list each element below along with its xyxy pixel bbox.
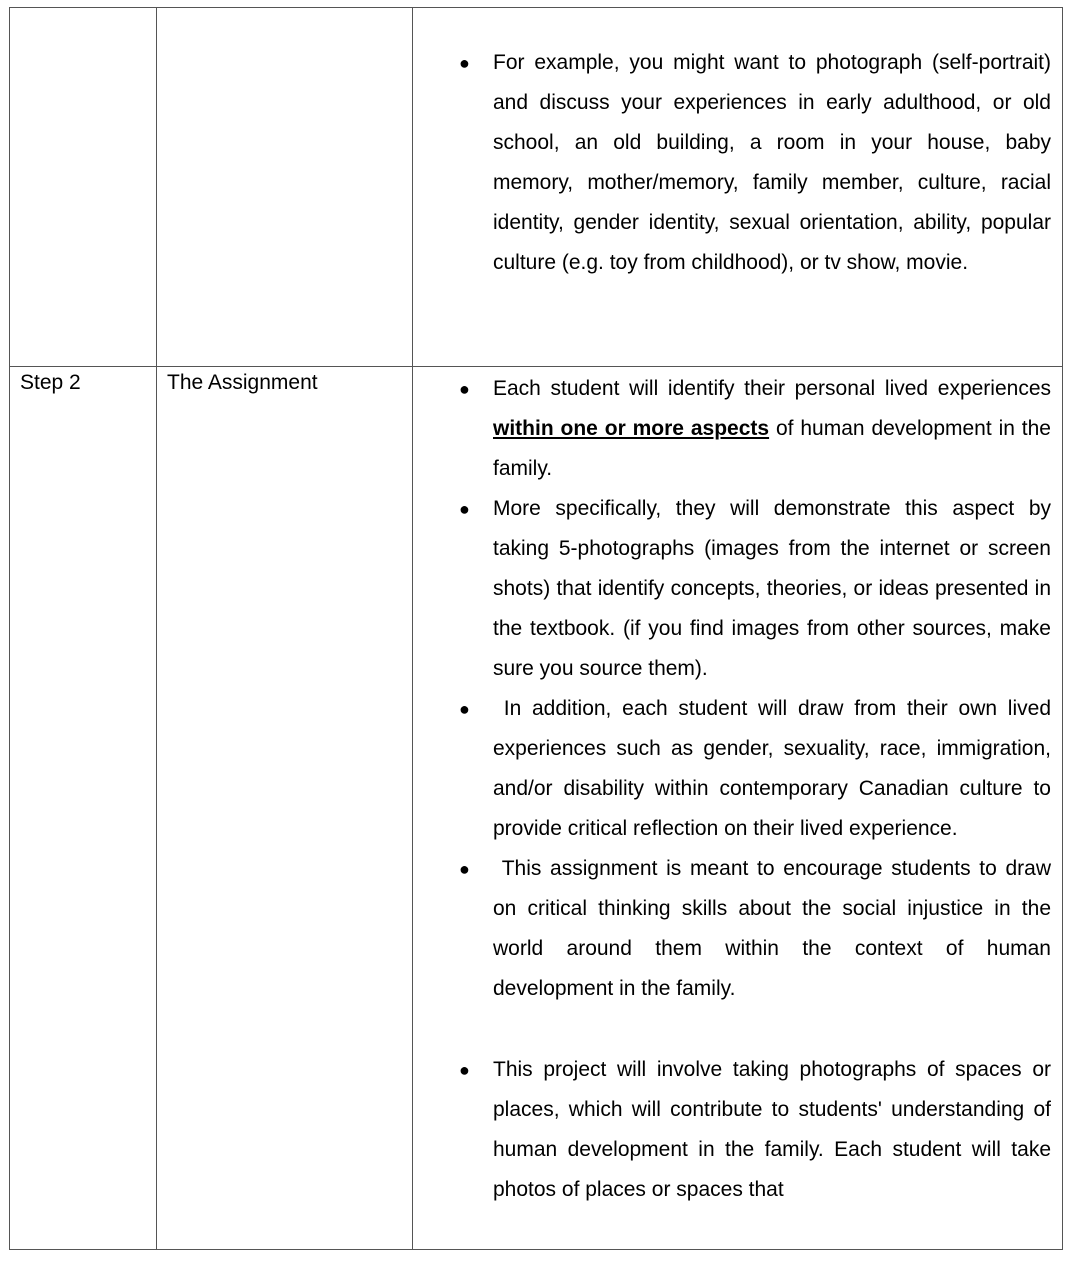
bullet-icon: ● xyxy=(459,499,470,519)
list-item-text-before: Each student will identify their personal lived experiences xyxy=(493,377,1051,400)
list-item xyxy=(413,689,1062,849)
bullet-list xyxy=(413,8,1062,283)
list-item-text: More specifically, they will demonstrate this aspect by taking 5-photographs (images from the internet or screen shots) that identify concepts, theories, or ideas presented in the textbook. (if you find images from other sources, make sure you source them). xyxy=(493,497,1051,680)
description-cell xyxy=(413,8,1063,367)
list-item xyxy=(413,43,1062,283)
bullet-icon: ● xyxy=(459,1060,470,1080)
bullet-icon: ● xyxy=(459,859,470,879)
title-cell xyxy=(157,8,413,367)
bullet-icon: ● xyxy=(459,699,470,719)
list-item-text: For example, you might want to photograph (self-portrait) and discuss your experiences in early adulthood, or old school, an old building, a room in your house, baby memory, mother/memory, family member, culture, racial identity, gender identity, sexual orientation, ability, popular culture (e.g. toy from childhood), or tv show, movie. xyxy=(493,51,1051,274)
title-cell xyxy=(157,367,413,1250)
step-cell xyxy=(10,367,157,1250)
assignment-table xyxy=(9,7,1063,1250)
list-item-text-after: of human development in the family. xyxy=(493,417,1051,480)
table-row xyxy=(10,8,1063,367)
list-item xyxy=(413,1050,1062,1210)
step-label xyxy=(10,8,156,11)
step-title: The Assignment xyxy=(167,371,318,394)
table-row xyxy=(10,367,1063,1250)
emphasized-text: within one or more aspects xyxy=(493,417,770,440)
bullet-icon: ● xyxy=(459,53,470,73)
list-item-text: This project will involve taking photographs of spaces or places, which will contribute to students' understanding of human development in the family. Each student will take photos of places or spaces that xyxy=(493,1058,1051,1201)
list-item-text: In addition, each student will draw from their own lived experiences such as gender, sexuality, race, immigration, and/or disability within contemporary Canadian culture to provide critical reflection on their lived experience. xyxy=(493,697,1051,840)
list-item xyxy=(413,849,1062,1009)
step-title xyxy=(157,8,412,11)
list-item xyxy=(413,489,1062,689)
step-cell xyxy=(10,8,157,367)
list-item-text: This assignment is meant to encourage students to draw on critical thinking skills about the social injustice in the world around them within the context of human development in the family. xyxy=(493,857,1051,1000)
list-item xyxy=(413,369,1062,489)
description-cell xyxy=(413,367,1063,1250)
bullet-list xyxy=(413,367,1062,1210)
bullet-icon: ● xyxy=(459,379,470,399)
step-label: Step 2 xyxy=(20,371,81,394)
